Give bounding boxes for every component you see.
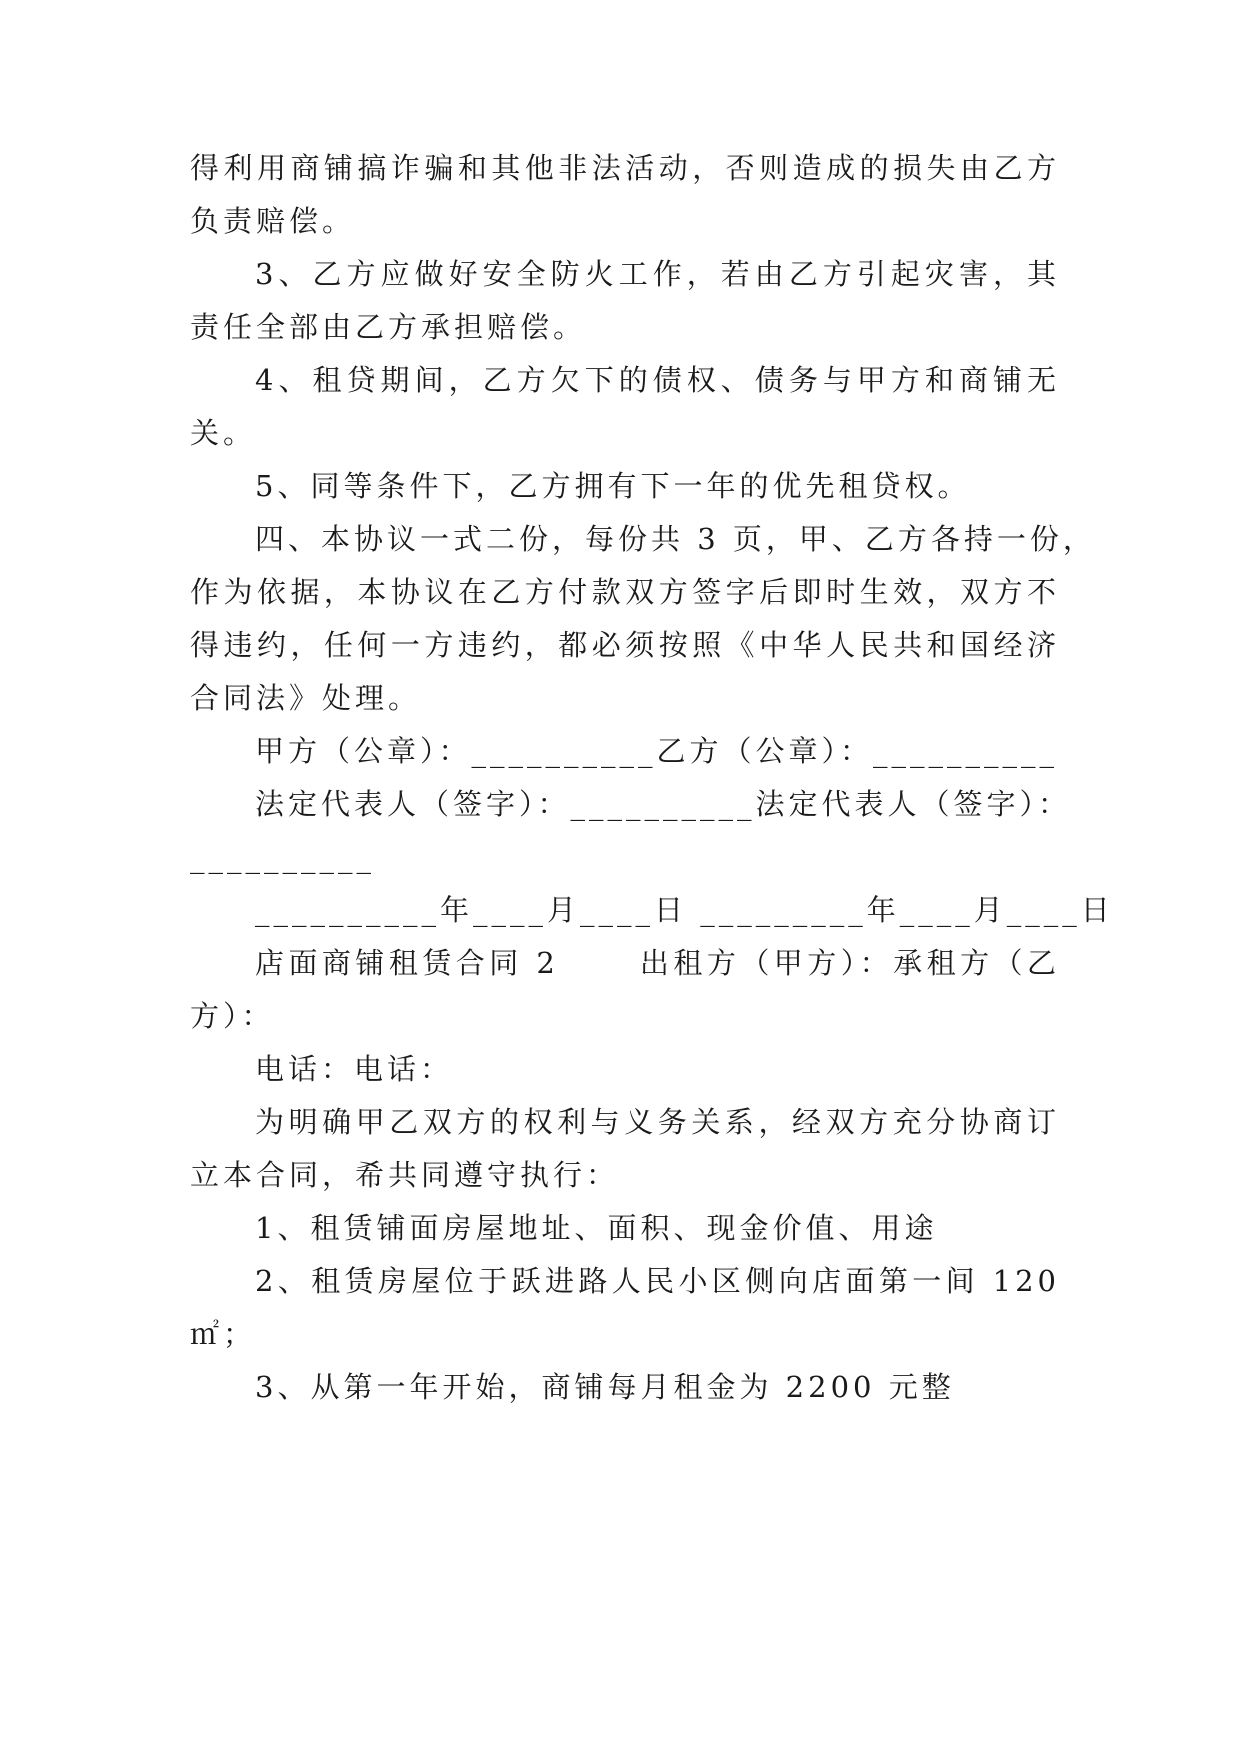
signature-line: 法定代表人（签字）：__________法定代表人（签字）： — [255, 787, 1072, 821]
paragraph-line: 方）： — [190, 999, 275, 1033]
paragraph-line: 作为依据，本协议在乙方付款双方签字后即时生效，双方不 — [190, 575, 1060, 609]
paragraph-line: 合同法》处理。 — [190, 681, 422, 715]
paragraph-line: 责任全部由乙方承担赔偿。 — [190, 310, 587, 344]
phone-line: 电话：电话： — [255, 1052, 454, 1086]
item-2-line: 2、租赁房屋位于跃进路人民小区侧向店面第一间 120 — [255, 1264, 1060, 1298]
signature-blank: __________ — [190, 840, 375, 874]
item-3-line: 3、从第一年开始，商铺每月租金为 2200 元整 — [255, 1370, 955, 1404]
seal-line: 甲方（公章）：__________乙方（公章）：__________ — [255, 734, 1059, 768]
preamble-line: 为明确甲乙双方的权利与义务关系，经双方充分协商订 — [255, 1105, 1060, 1139]
clause-5-line: 5、同等条件下，乙方拥有下一年的优先租贷权。 — [255, 469, 971, 503]
paragraph-line: 得利用商铺搞诈骗和其他非法活动，否则造成的损失由乙方 — [190, 151, 1060, 185]
date-line: __________年____月____日 _________年____月____日 — [255, 893, 1114, 927]
paragraph-line: 立本合同，希共同遵守执行： — [190, 1158, 620, 1192]
paragraph-line: 关。 — [190, 416, 257, 450]
paragraph-line: 得违约，任何一方违约，都必须按照《中华人民共和国经济 — [190, 628, 1060, 662]
paragraph-line: ㎡； — [190, 1317, 257, 1351]
section-4-line: 四、本协议一式二份，每份共 3 页，甲、乙方各持一份， — [255, 522, 1096, 556]
clause-3-line: 3、乙方应做好安全防火工作，若由乙方引起灾害，其 — [255, 257, 1060, 291]
contract-title-line: 店面商铺租赁合同 2 出租方（甲方）：承租方（乙 — [255, 946, 1060, 980]
clause-4-line: 4、租贷期间，乙方欠下的债权、债务与甲方和商铺无 — [255, 363, 1060, 397]
item-1-line: 1、租赁铺面房屋地址、面积、现金价值、用途 — [255, 1211, 938, 1245]
paragraph-line: 负责赔偿。 — [190, 204, 356, 238]
